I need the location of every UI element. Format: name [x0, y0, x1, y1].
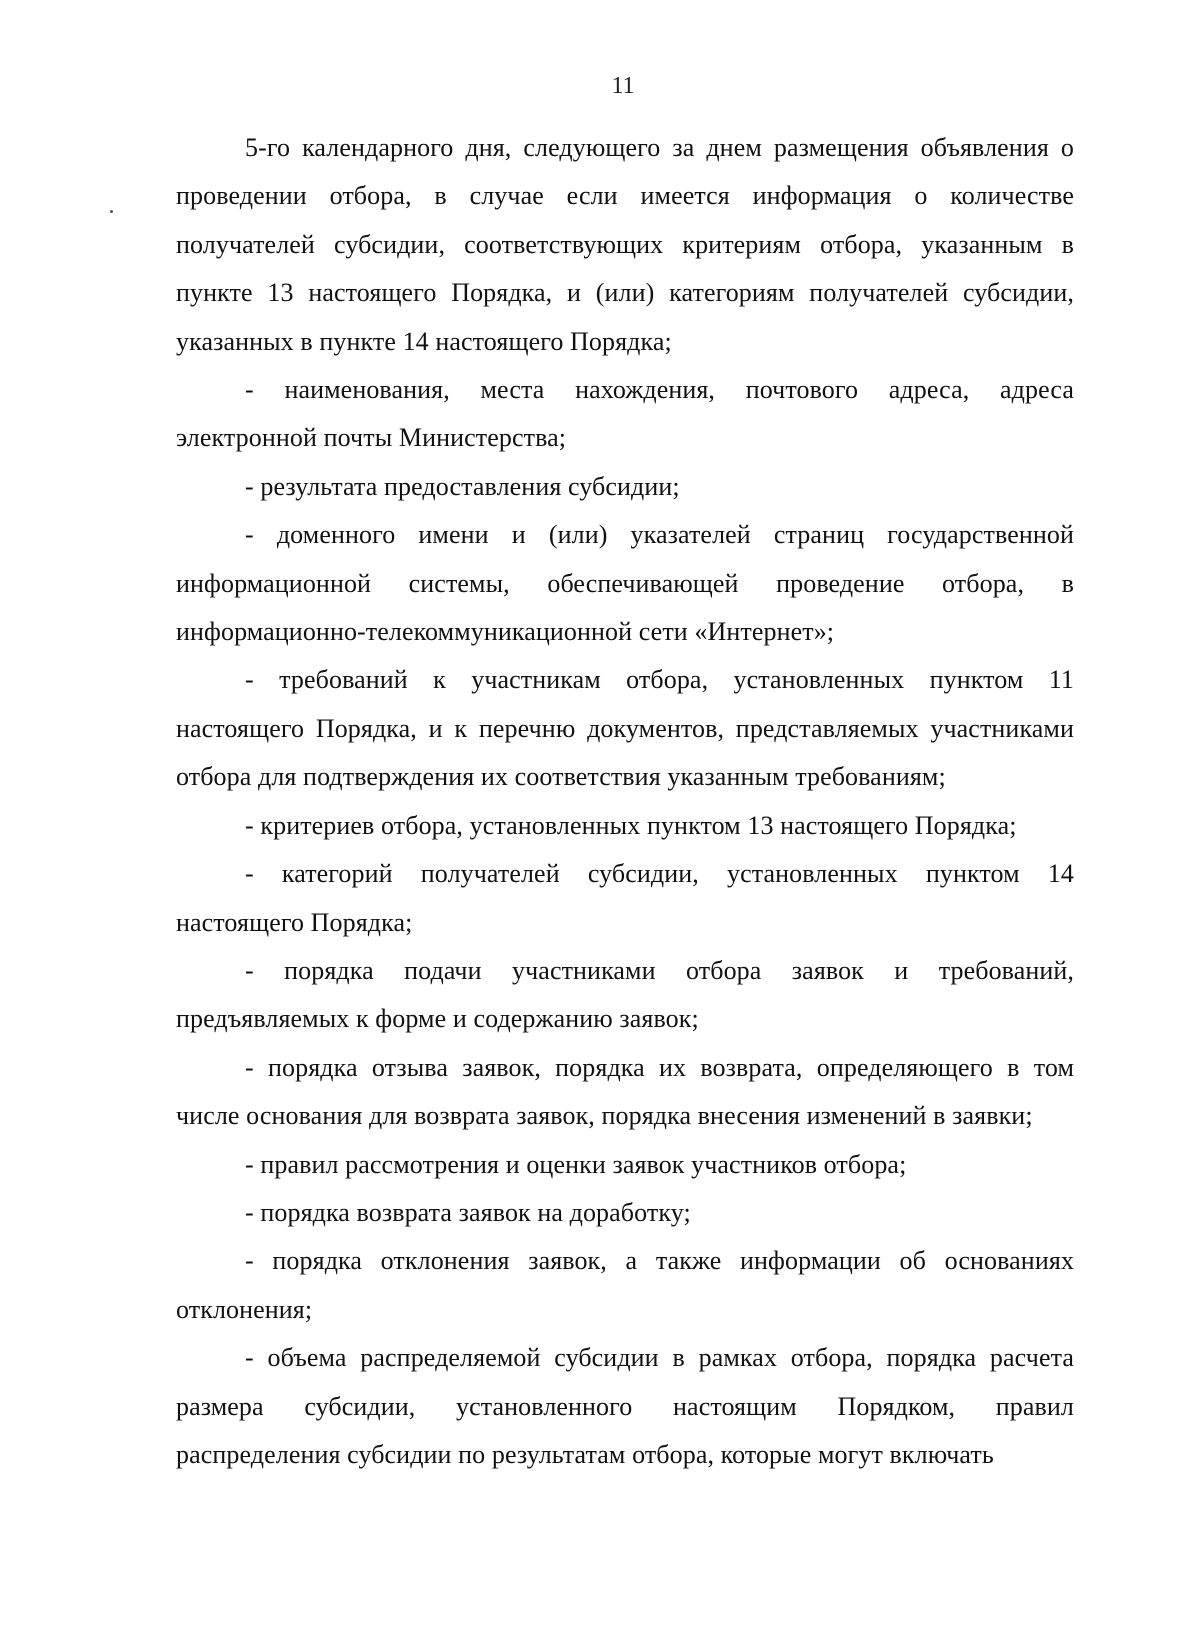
- paragraph: - наименования, места нахождения, почтового адреса, адреса электронной почты Министерства;: [176, 375, 1074, 453]
- paragraph: - критериев отбора, установленных пунктом 13 настоящего Порядка;: [245, 810, 1017, 840]
- paragraph: - порядка отзыва заявок, порядка их возврата, определяющего в том числе основания для возврата заявок, порядка внесения изменений в заявки;: [176, 1052, 1074, 1131]
- document-body: [176, 124, 1074, 1479]
- paragraph: - порядка возврата заявок на доработку;: [245, 1197, 691, 1227]
- paragraph: - порядка подачи участниками отбора заявок и требований, предъявляемых к форме и содержанию заявок;: [176, 955, 1074, 1034]
- paragraph: - результата предоставления субсидии;: [245, 471, 680, 501]
- paragraph: - категорий получателей субсидии, установленных пунктом 14 настоящего Порядка;: [176, 859, 1074, 937]
- scan-speck: [110, 210, 113, 213]
- paragraph: - правил рассмотрения и оценки заявок участников отбора;: [245, 1149, 907, 1179]
- paragraph: - требований к участникам отбора, установленных пунктом 11 настоящего Порядка, и к перечню документов, представляемых участниками отбора для подтверждения их соответствия указанным требованиям;: [176, 665, 1074, 792]
- paragraph: - объема распределяемой субсидии в рамках отбора, порядка расчета размера субсидии, установленного настоящим Порядком, правил распределения субсидии по результатам отбора, которые могут включать: [176, 1343, 1074, 1469]
- paragraph: 5-го календарного дня, следующего за днем размещения объявления о проведении отбора, в случае если имеется информация о количестве получателей субсидии, соответствующих критериям отбора, указанным в пункте 13 настоящего Порядка, и (или) категориям получателей субсидии, указанных в пункте 14 настоящего Порядка;: [176, 133, 1074, 356]
- paragraph: - доменного имени и (или) указателей страниц государственной информационной системы, обеспечивающей проведение отбора, в информационно-телекоммуникационной сети «Интернет»;: [176, 520, 1074, 647]
- page-number: 11: [611, 73, 635, 99]
- paragraph: - порядка отклонения заявок, а также информации об основаниях отклонения;: [176, 1246, 1074, 1324]
